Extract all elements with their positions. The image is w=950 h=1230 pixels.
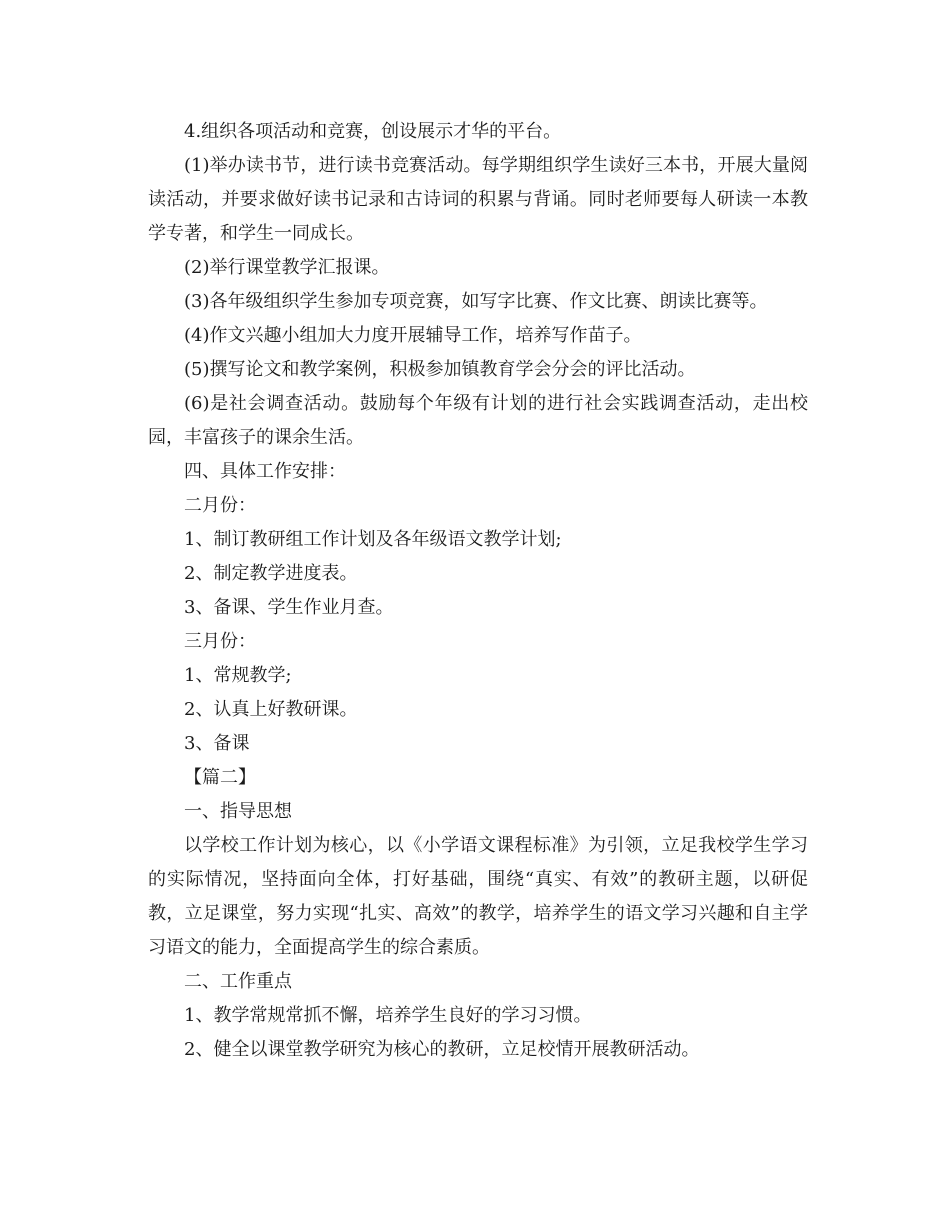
paragraph: 以学校工作计划为核心，以《小学语文课程标准》为引领，立足我校学生学习的实际情况，坚持面向全体，打好基础，围绕“真实、有效”的教研主题，以研促教，立足课堂，努力实现“扎实、高效”的教学，培养学生的语文学习兴趣和自主学习语文的能力，全面提高学生的综合素质。 bbox=[148, 835, 808, 958]
list-item: 1、常规教学; bbox=[184, 665, 292, 686]
paragraph: (2)举行课堂教学汇报课。 bbox=[184, 257, 390, 278]
list-item: 1、教学常规常抓不懈，培养学生良好的学习习惯。 bbox=[184, 1005, 592, 1026]
month-heading: 二月份： bbox=[184, 495, 256, 516]
list-item: 2、认真上好教研课。 bbox=[184, 699, 358, 720]
paragraph: 4.组织各项活动和竞赛，创设展示才华的平台。 bbox=[184, 121, 562, 142]
paragraph: (3)各年级组织学生参加专项竞赛，如写字比赛、作文比赛、朗读比赛等。 bbox=[184, 291, 768, 312]
section-heading: 四、具体工作安排： bbox=[184, 461, 346, 482]
list-item: 3、备课、学生作业月查。 bbox=[184, 597, 394, 618]
list-item: 1、制订教研组工作计划及各年级语文教学计划; bbox=[184, 529, 562, 550]
month-heading: 三月份： bbox=[184, 631, 256, 652]
paragraph: (5)撰写论文和教学案例，积极参加镇教育学会分会的评比活动。 bbox=[184, 359, 696, 380]
section-heading: 二、工作重点 bbox=[184, 971, 292, 992]
paragraph: (6)是社会调查活动。鼓励每个年级有计划的进行社会实践调查活动，走出校园，丰富孩子的课余生活。 bbox=[148, 393, 808, 448]
list-item: 3、备课 bbox=[184, 733, 250, 754]
list-item: 2、制定教学进度表。 bbox=[184, 563, 358, 584]
paragraph: (4)作文兴趣小组加大力度开展辅导工作，培养写作苗子。 bbox=[184, 325, 642, 346]
part-heading: 【篇二】 bbox=[184, 767, 256, 788]
paragraph: (1)举办读书节，进行读书竞赛活动。每学期组织学生读好三本书，开展大量阅读活动，并要求做好读书记录和古诗词的积累与背诵。同时老师要每人研读一本教学专著，和学生一同成长。 bbox=[148, 155, 808, 244]
list-item: 2、健全以课堂教学研究为核心的教研，立足校情开展教研活动。 bbox=[184, 1039, 700, 1060]
document-body bbox=[148, 115, 808, 1067]
section-heading: 一、指导思想 bbox=[184, 801, 292, 822]
